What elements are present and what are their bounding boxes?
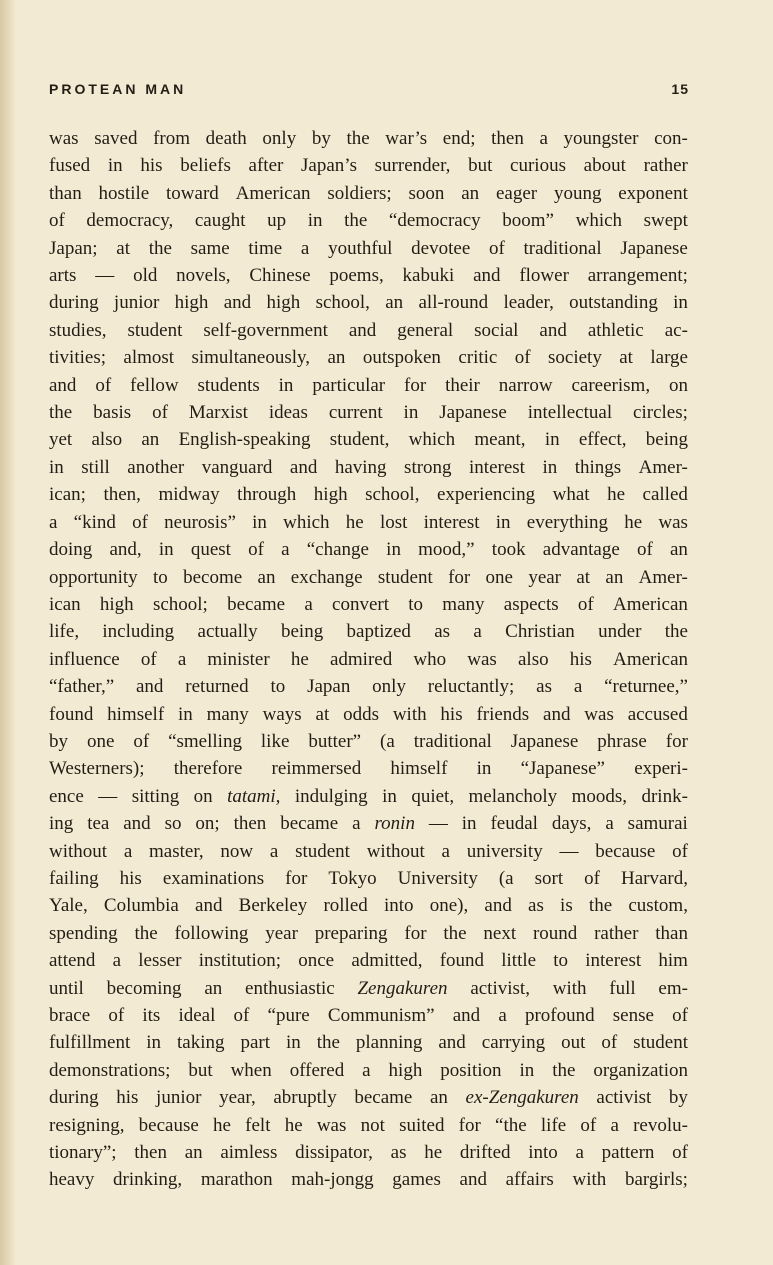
running-title: PROTEAN MAN xyxy=(49,81,187,97)
text-line: ican high school; became a convert to many aspects of American xyxy=(49,593,688,615)
text-line: the basis of Marxist ideas current in Japanese intellectual circles; xyxy=(49,402,688,424)
text-line: yet also an English-speaking student, which meant, in effect, being xyxy=(49,429,688,451)
text-line: influence of a minister he admired who was also his American xyxy=(49,648,688,670)
text-line: fused in his beliefs after Japan’s surrender, but curious about rather xyxy=(49,155,688,177)
text-line: during his junior year, abruptly became an ex-Zengakuren activist by xyxy=(49,1087,688,1109)
text-line: without a master, now a student without a university — because of xyxy=(49,840,688,862)
text-line: doing and, in quest of a “change in mood,” took advantage of an xyxy=(49,539,688,561)
text-line: brace of its ideal of “pure Communism” and a profound sense of xyxy=(49,1005,688,1026)
text-line: ing tea and so on; then became a ronin — in feudal days, a samurai xyxy=(49,813,688,835)
text-line: attend a lesser institution; once admitted, found little to interest him xyxy=(49,950,688,972)
text-line: than hostile toward American soldiers; soon an eager young exponent xyxy=(49,182,688,204)
text-line: studies, student self-government and general social and athletic ac- xyxy=(49,319,688,341)
text-line: was saved from death only by the war’s end; then a youngster con- xyxy=(49,128,688,149)
text-line: spending the following year preparing for the next round rather than xyxy=(49,922,688,944)
text-line: ence — sitting on tatami, indulging in quiet, melancholy moods, drink- xyxy=(49,785,688,807)
text-line: Yale, Columbia and Berkeley rolled into one), and as is the custom, xyxy=(49,895,688,917)
text-line: opportunity to become an exchange student for one year at an Amer- xyxy=(49,566,688,588)
text-line: during junior high and high school, an all-round leader, outstanding in xyxy=(49,292,688,314)
text-line: by one of “smelling like butter” (a traditional Japanese phrase for xyxy=(49,730,688,752)
text-line: and of fellow students in particular for their narrow careerism, on xyxy=(49,374,688,396)
text-line: “father,” and returned to Japan only reluctantly; as a “returnee,” xyxy=(49,676,688,698)
text-line: in still another vanguard and having strong interest in things Amer- xyxy=(49,456,688,478)
text-line: Westerners); therefore reimmersed himself in “Japanese” experi- xyxy=(49,758,688,780)
text-line: until becoming an enthusiastic Zengakuren activist, with full em- xyxy=(49,977,688,999)
page-edge-shadow xyxy=(0,0,16,1265)
text-line: tionary”; then an aimless dissipator, as he drifted into a pattern of xyxy=(49,1142,688,1164)
text-line: found himself in many ways at odds with his friends and was accused xyxy=(49,703,688,725)
text-line: Japan; at the same time a youthful devotee of traditional Japanese xyxy=(49,237,688,259)
text-line: ican; then, midway through high school, experiencing what he called xyxy=(49,484,688,506)
text-line: of democracy, caught up in the “democracy boom” which swept xyxy=(49,210,688,232)
text-line: fulfillment in taking part in the planning and carrying out of student xyxy=(49,1032,688,1054)
text-line: arts — old novels, Chinese poems, kabuki and flower arrangement; xyxy=(49,265,688,287)
text-line: life, including actually being baptized as a Christian under the xyxy=(49,621,688,643)
text-line: failing his examinations for Tokyo University (a sort of Harvard, xyxy=(49,867,688,889)
text-line: heavy drinking, marathon mah-jongg games and affairs with bargirls; xyxy=(49,1169,688,1191)
text-line: resigning, because he felt he was not suited for “the life of a revolu- xyxy=(49,1114,688,1136)
text-line: a “kind of neurosis” in which he lost interest in everything he was xyxy=(49,511,688,533)
text-line: tivities; almost simultaneously, an outspoken critic of society at large xyxy=(49,347,688,369)
body-text xyxy=(49,125,688,1194)
page-number: 15 xyxy=(671,81,689,97)
running-header xyxy=(49,81,689,97)
text-line: demonstrations; but when offered a high position in the organization xyxy=(49,1059,688,1081)
